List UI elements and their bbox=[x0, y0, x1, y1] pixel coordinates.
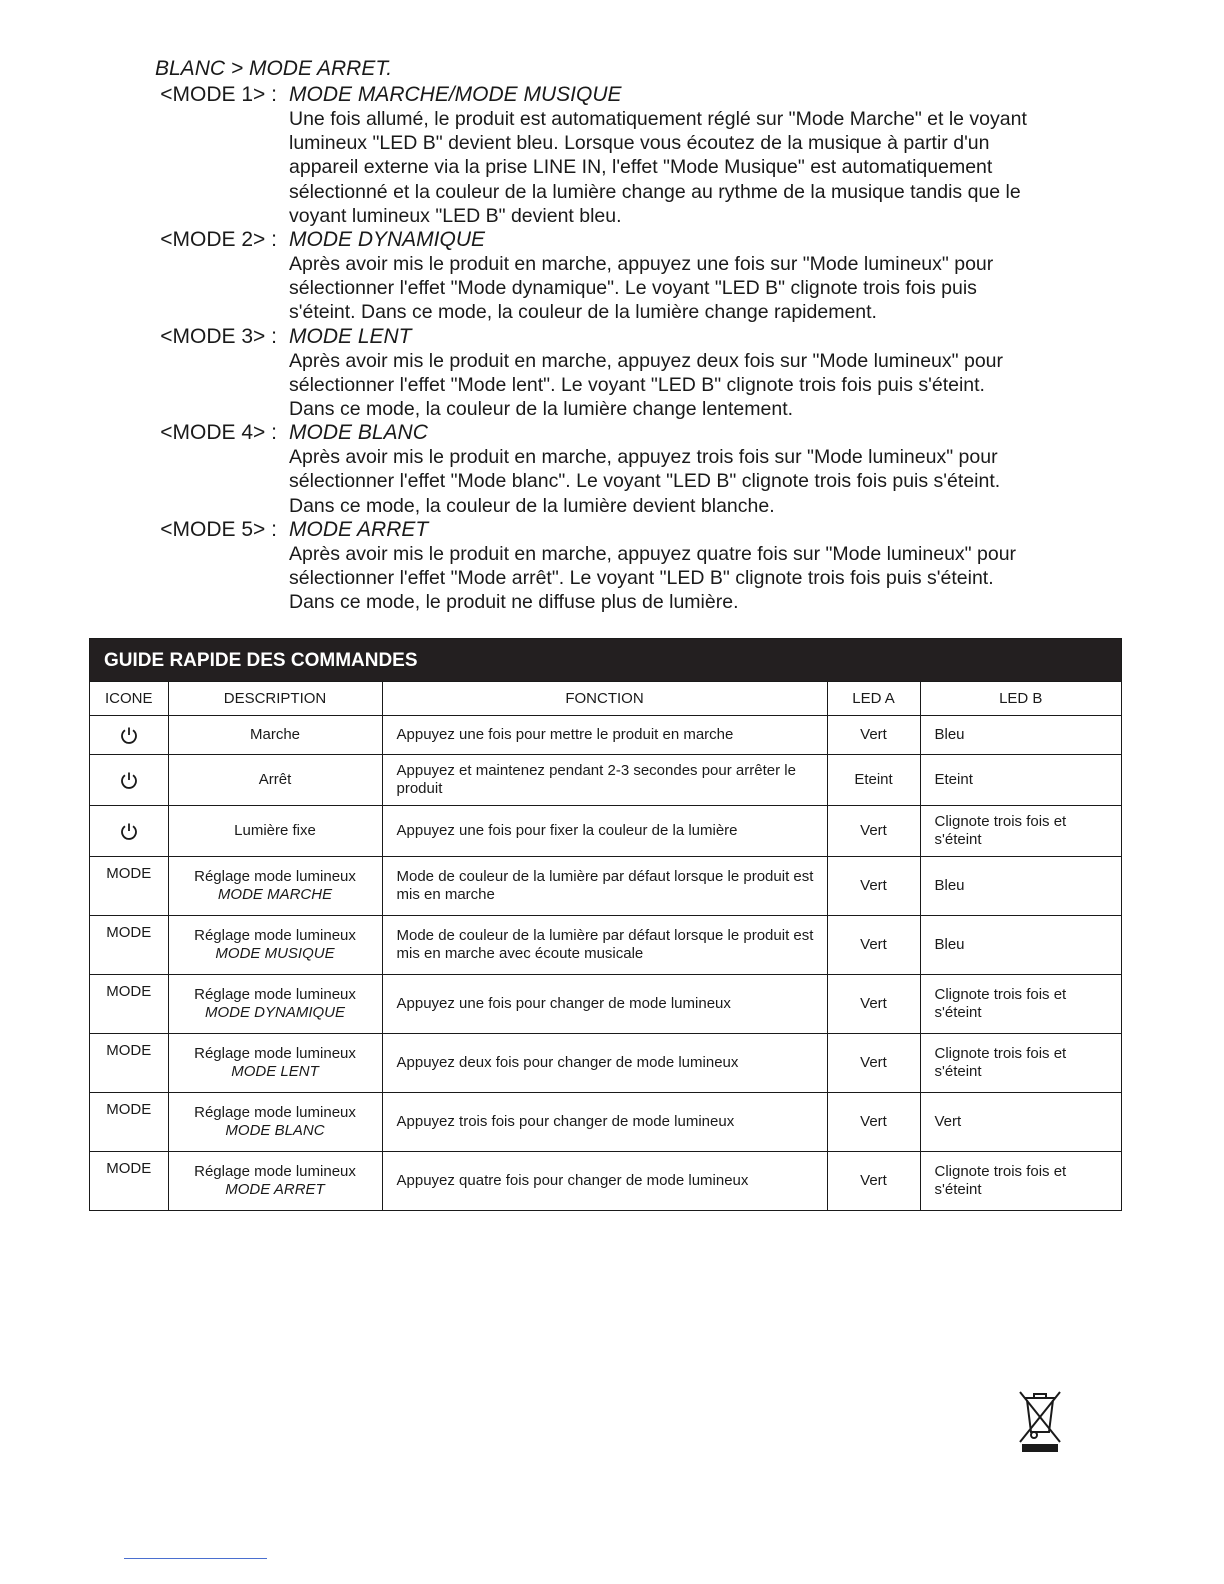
table-header-row bbox=[90, 682, 1121, 716]
cell-led-a: Vert bbox=[827, 857, 920, 916]
mode-description bbox=[289, 107, 1089, 228]
cell-description bbox=[168, 806, 382, 857]
modes-section bbox=[0, 83, 1224, 614]
cell-description bbox=[168, 1152, 382, 1211]
cell-description bbox=[168, 755, 382, 806]
cell-icon bbox=[90, 1093, 168, 1152]
description-text: Lumière fixe bbox=[234, 822, 316, 839]
table-row bbox=[90, 916, 1121, 975]
description-text: Réglage mode lumineux bbox=[194, 986, 356, 1003]
weee-crossed-bin-icon bbox=[1014, 1386, 1066, 1456]
table-row bbox=[90, 975, 1121, 1034]
cell-fonction: Mode de couleur de la lumière par défaut lorsque le produit est mis en marche avec écoute musicale bbox=[382, 916, 827, 975]
mode-title: MODE MARCHE/MODE MUSIQUE bbox=[289, 83, 622, 106]
power-icon[interactable] bbox=[119, 770, 139, 790]
desc-line: Dans ce mode, la couleur de la lumière devient blanche. bbox=[289, 494, 775, 517]
guide-title: GUIDE RAPIDE DES COMMANDES bbox=[90, 639, 1121, 681]
cell-fonction: Appuyez une fois pour mettre le produit en marche bbox=[382, 716, 827, 755]
intro-line: BLANC > MODE ARRET. bbox=[155, 57, 393, 80]
mode-description bbox=[289, 445, 1089, 518]
mode-block bbox=[0, 421, 1224, 518]
table-row bbox=[90, 857, 1121, 916]
description-sub: MODE MUSIQUE bbox=[215, 945, 335, 962]
desc-line: Une fois allumé, le produit est automatiquement réglé sur "Mode Marche" et le voyant bbox=[289, 108, 1027, 130]
cell-fonction: Appuyez trois fois pour changer de mode lumineux bbox=[382, 1093, 827, 1152]
description-text: Réglage mode lumineux bbox=[194, 1104, 356, 1121]
description-text: Marche bbox=[249, 726, 301, 743]
mode-label: <MODE 1> : bbox=[160, 83, 277, 106]
power-icon[interactable] bbox=[119, 821, 139, 841]
description-text: Réglage mode lumineux bbox=[194, 868, 356, 885]
cell-led-b: Clignote trois fois et s'éteint bbox=[920, 1034, 1121, 1093]
header-icon: ICONE bbox=[90, 682, 168, 716]
cell-led-a: Vert bbox=[827, 716, 920, 755]
cell-led-a: Vert bbox=[827, 806, 920, 857]
cell-led-a: Vert bbox=[827, 1152, 920, 1211]
mode-title: MODE LENT bbox=[289, 324, 412, 348]
cell-icon bbox=[90, 1034, 168, 1093]
mode-description bbox=[289, 349, 1089, 422]
cell-led-b: Bleu bbox=[920, 916, 1121, 975]
cell-fonction: Appuyez une fois pour fixer la couleur de la lumière bbox=[382, 806, 827, 857]
header-description: DESCRIPTION bbox=[168, 682, 382, 716]
cell-icon bbox=[90, 806, 168, 857]
mode-key[interactable]: MODE bbox=[106, 983, 152, 1000]
desc-line: voyant lumineux "LED B" devient bleu. bbox=[289, 204, 622, 227]
mode-title: MODE BLANC bbox=[289, 421, 428, 445]
cell-icon bbox=[90, 857, 168, 916]
desc-line: Après avoir mis le produit en marche, appuyez trois fois sur "Mode lumineux" pour bbox=[289, 446, 998, 469]
desc-line: sélectionner l'effet "Mode lent". Le voyant "LED B" clignote trois fois puis s'éteint. bbox=[289, 373, 985, 396]
cell-led-a: Eteint bbox=[827, 755, 920, 806]
description-sub: MODE MARCHE bbox=[217, 886, 333, 903]
cell-led-a: Vert bbox=[827, 916, 920, 975]
table-row bbox=[90, 1034, 1121, 1093]
cell-description bbox=[168, 975, 382, 1034]
cell-led-b: Vert bbox=[920, 1093, 1121, 1152]
cell-fonction: Appuyez et maintenez pendant 2-3 secondes pour arrêter le produit bbox=[382, 755, 827, 806]
cell-fonction: Mode de couleur de la lumière par défaut lorsque le produit est mis en marche bbox=[382, 857, 827, 916]
mode-block bbox=[0, 83, 1224, 228]
table-row bbox=[90, 1152, 1121, 1211]
description-text: Réglage mode lumineux bbox=[194, 927, 356, 944]
cell-led-b: Clignote trois fois et s'éteint bbox=[920, 975, 1121, 1034]
cell-icon bbox=[90, 1152, 168, 1211]
mode-title: MODE ARRET bbox=[289, 517, 429, 541]
desc-line: sélectionné et la couleur de la lumière change au rythme de la musique tandis que le bbox=[289, 180, 1021, 203]
desc-line: s'éteint. Dans ce mode, la couleur de la lumière change rapidement. bbox=[289, 301, 877, 324]
mode-block bbox=[0, 518, 1224, 615]
header-fonction: FONCTION bbox=[382, 682, 827, 716]
cell-led-a: Vert bbox=[827, 1093, 920, 1152]
desc-line: Après avoir mis le produit en marche, appuyez deux fois sur "Mode lumineux" pour bbox=[289, 349, 1004, 372]
cell-fonction: Appuyez une fois pour changer de mode lumineux bbox=[382, 975, 827, 1034]
description-sub: MODE DYNAMIQUE bbox=[204, 1004, 345, 1021]
cell-icon bbox=[90, 916, 168, 975]
cell-led-b: Bleu bbox=[920, 716, 1121, 755]
mode-block bbox=[0, 325, 1224, 422]
description-text: Réglage mode lumineux bbox=[194, 1045, 356, 1062]
cell-description bbox=[168, 857, 382, 916]
desc-line: Après avoir mis le produit en marche, appuyez une fois sur "Mode lumineux" pour bbox=[289, 253, 994, 276]
mode-block bbox=[0, 228, 1224, 325]
cell-description bbox=[168, 1093, 382, 1152]
mode-description bbox=[289, 542, 1089, 615]
desc-line: Dans ce mode, la couleur de la lumière change lentement. bbox=[289, 398, 794, 421]
cell-led-b: Eteint bbox=[920, 755, 1121, 806]
table-row bbox=[90, 716, 1121, 755]
mode-key[interactable]: MODE bbox=[106, 865, 152, 882]
cell-led-a: Vert bbox=[827, 975, 920, 1034]
description-sub: MODE ARRET bbox=[225, 1181, 325, 1198]
desc-line: sélectionner l'effet "Mode dynamique". Le voyant "LED B" clignote trois fois puis bbox=[289, 277, 977, 300]
mode-label: <MODE 2> : bbox=[160, 228, 277, 252]
header-led-a: LED A bbox=[827, 682, 920, 716]
desc-line: appareil externe via la prise LINE IN, l'effet "Mode Musique" est automatiquement bbox=[289, 156, 993, 179]
power-icon[interactable] bbox=[119, 725, 139, 745]
table-row bbox=[90, 1093, 1121, 1152]
desc-line: Dans ce mode, le produit ne diffuse plus de lumière. bbox=[289, 591, 739, 614]
mode-key[interactable]: MODE bbox=[106, 1101, 152, 1118]
desc-line: sélectionner l'effet "Mode arrêt". Le voyant "LED B" clignote trois fois puis s'éteint. bbox=[289, 567, 994, 590]
mode-key[interactable]: MODE bbox=[106, 1160, 152, 1177]
footer-rule bbox=[124, 1558, 267, 1559]
cell-led-b: Clignote trois fois et s'éteint bbox=[920, 1152, 1121, 1211]
desc-line: lumineux "LED B" devient bleu. Lorsque vous écoutez de la musique à partir d'un bbox=[289, 132, 990, 155]
mode-key[interactable]: MODE bbox=[106, 1042, 152, 1059]
mode-label: <MODE 4> : bbox=[160, 421, 277, 445]
cell-fonction: Appuyez quatre fois pour changer de mode lumineux bbox=[382, 1152, 827, 1211]
quick-guide bbox=[89, 638, 1122, 1211]
mode-key[interactable]: MODE bbox=[106, 924, 152, 941]
cell-led-b: Clignote trois fois et s'éteint bbox=[920, 806, 1121, 857]
description-sub: MODE LENT bbox=[231, 1063, 319, 1080]
description-text: Arrêt bbox=[258, 771, 292, 788]
cell-icon bbox=[90, 755, 168, 806]
cell-icon bbox=[90, 975, 168, 1034]
cell-icon bbox=[90, 716, 168, 755]
mode-label: <MODE 5> : bbox=[160, 517, 277, 541]
mode-label: <MODE 3> : bbox=[160, 324, 277, 348]
table-row bbox=[90, 755, 1121, 806]
commands-table bbox=[90, 681, 1121, 1210]
cell-fonction: Appuyez deux fois pour changer de mode lumineux bbox=[382, 1034, 827, 1093]
cell-description bbox=[168, 916, 382, 975]
table-row bbox=[90, 806, 1121, 857]
cell-led-a: Vert bbox=[827, 1034, 920, 1093]
header-led-b: LED B bbox=[920, 682, 1121, 716]
description-sub: MODE BLANC bbox=[225, 1122, 325, 1139]
cell-led-b: Bleu bbox=[920, 857, 1121, 916]
cell-description bbox=[168, 1034, 382, 1093]
description-text: Réglage mode lumineux bbox=[194, 1163, 356, 1180]
mode-description bbox=[289, 252, 1089, 325]
desc-line: Après avoir mis le produit en marche, appuyez quatre fois sur "Mode lumineux" pour bbox=[289, 542, 1017, 565]
mode-title: MODE DYNAMIQUE bbox=[289, 228, 486, 252]
cell-description bbox=[168, 716, 382, 755]
desc-line: sélectionner l'effet "Mode blanc". Le voyant "LED B" clignote trois fois puis s'éteint. bbox=[289, 470, 1001, 493]
